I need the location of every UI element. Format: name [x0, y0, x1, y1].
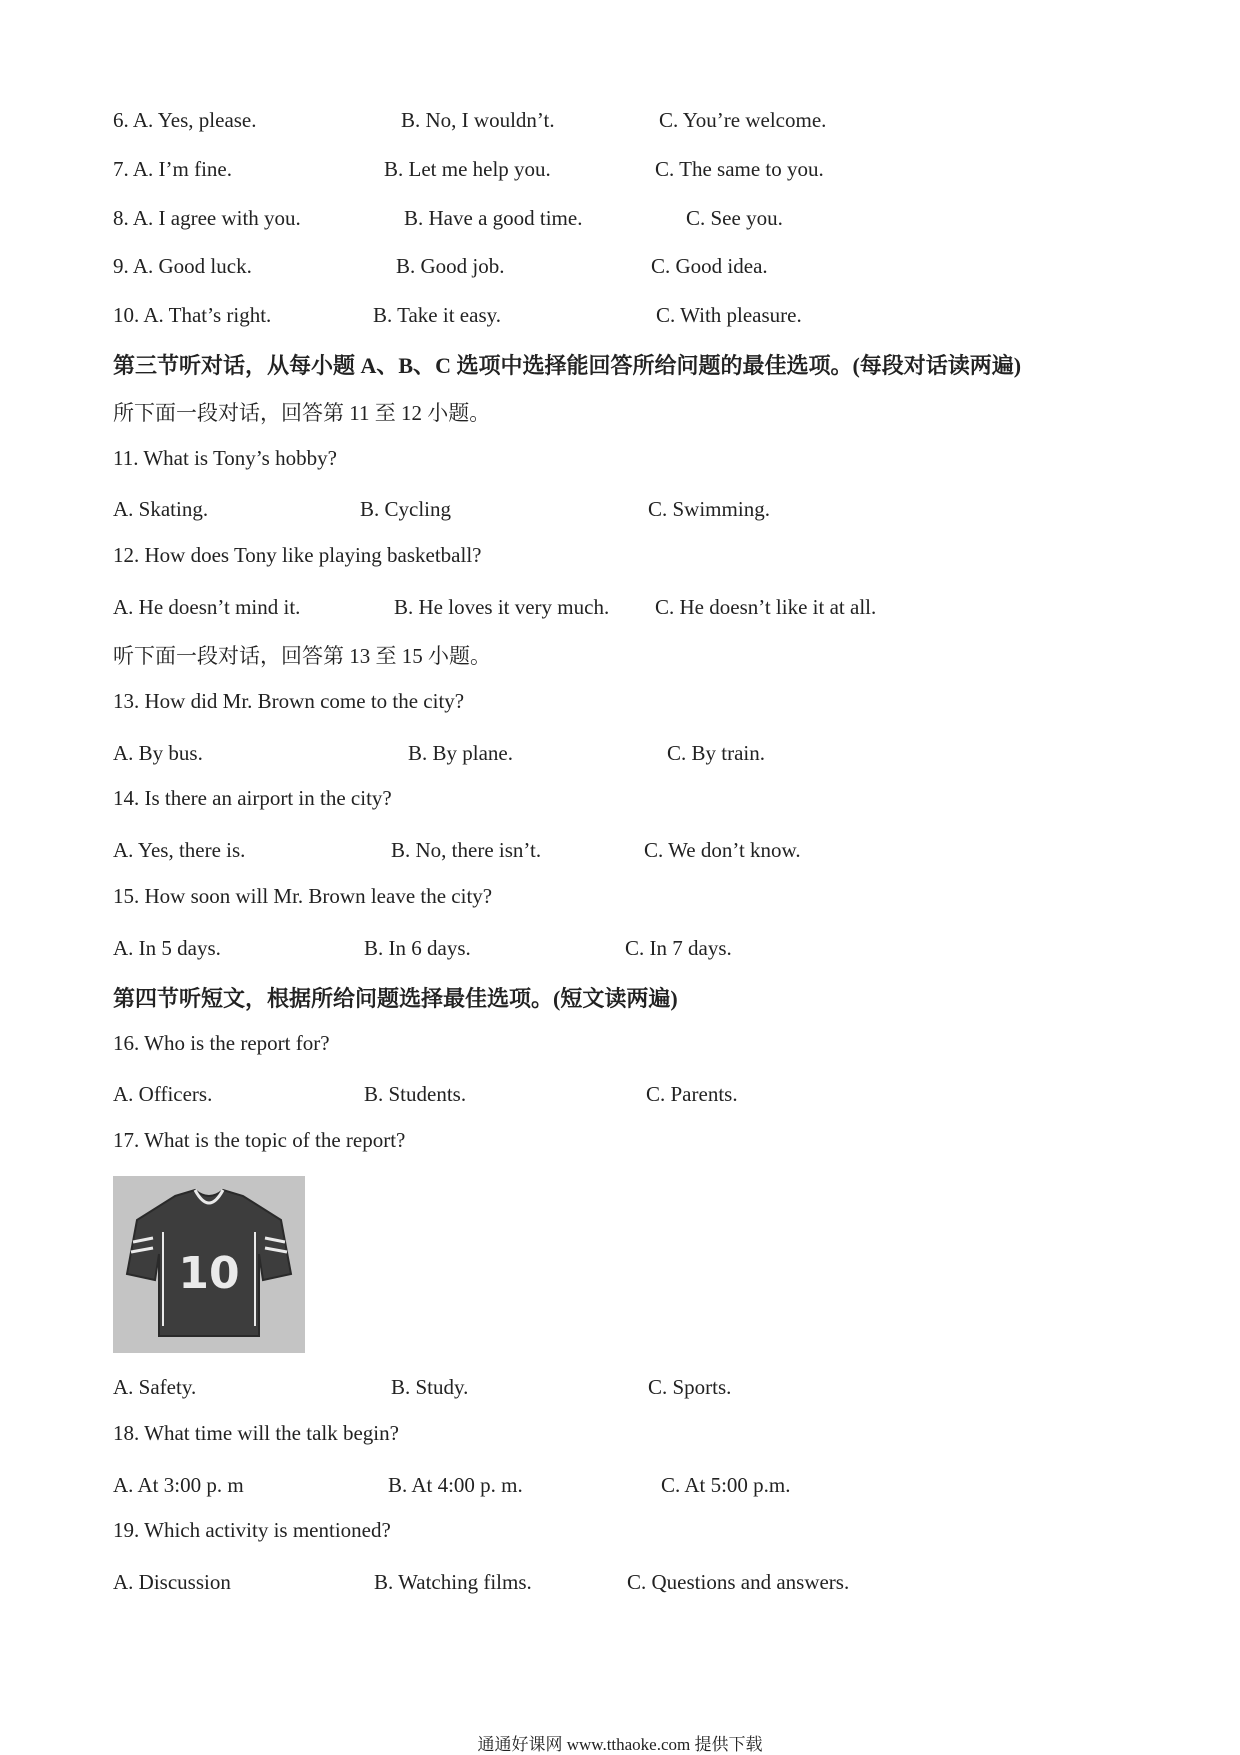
option-row-6: [0, 105, 1240, 135]
option-c: C. Swimming.: [648, 497, 770, 521]
question-13-options: [0, 738, 1240, 768]
question-17: 17. What is the topic of the report?: [113, 1128, 406, 1152]
option-b: B. He loves it very much.: [394, 595, 610, 619]
option-a: 7. A. I’m fine.: [113, 157, 232, 181]
question-14: 14. Is there an airport in the city?: [113, 786, 392, 810]
option-b: B. Take it easy.: [373, 303, 501, 327]
option-a: 8. A. I agree with you.: [113, 206, 301, 230]
question-17-options: [0, 1372, 1240, 1402]
option-row-7: [0, 154, 1240, 184]
option-a: 9. A. Good luck.: [113, 254, 252, 278]
section-3-heading: 第三节听对话，从每小题 A、B、C 选项中选择能回答所给问题的最佳选项。(每段对话读两遍): [113, 353, 1022, 378]
option-b: B. Study.: [391, 1375, 469, 1399]
option-c: C. The same to you.: [655, 157, 824, 181]
question-19: 19. Which activity is mentioned?: [113, 1518, 391, 1542]
question-19-options: [0, 1567, 1240, 1597]
option-a: A. Yes, there is.: [113, 838, 246, 862]
section-3-note-2: 听下面一段对话，回答第 13 至 15 小题。: [113, 644, 491, 668]
option-a: A. Skating.: [113, 497, 209, 521]
option-c: C. See you.: [686, 206, 783, 230]
option-a: A. By bus.: [113, 741, 203, 765]
option-c: C. Questions and answers.: [627, 1570, 850, 1594]
option-c: C. You’re welcome.: [659, 108, 827, 132]
option-c: C. Good idea.: [651, 254, 768, 278]
question-11: 11. What is Tony’s hobby?: [113, 446, 337, 470]
option-row-9: [0, 251, 1240, 281]
option-c: C. By train.: [667, 741, 765, 765]
option-a: A. Officers.: [113, 1082, 213, 1106]
option-row-10: [0, 300, 1240, 330]
option-b: B. Let me help you.: [384, 157, 551, 181]
option-b: B. Watching films.: [374, 1570, 532, 1594]
option-b: B. In 6 days.: [364, 936, 471, 960]
question-11-options: [0, 494, 1240, 524]
option-c: C. At 5:00 p.m.: [661, 1473, 791, 1497]
option-b: B. At 4:00 p. m.: [388, 1473, 523, 1497]
question-12: 12. How does Tony like playing basketball?: [113, 543, 482, 567]
option-b: B. No, I wouldn’t.: [401, 108, 555, 132]
option-c: C. We don’t know.: [644, 838, 801, 862]
option-a: A. Safety.: [113, 1375, 197, 1399]
question-16-options: [0, 1079, 1240, 1109]
question-14-options: [0, 835, 1240, 865]
option-c: C. He doesn’t like it at all.: [655, 595, 877, 619]
option-a: 10. A. That’s right.: [113, 303, 272, 327]
option-row-8: [0, 203, 1240, 233]
question-16: 16. Who is the report for?: [113, 1031, 330, 1055]
option-b: B. Students.: [364, 1082, 467, 1106]
option-a: A. At 3:00 p. m: [113, 1473, 244, 1497]
section-3-note-1: 所下面一段对话，回答第 11 至 12 小题。: [113, 401, 491, 425]
jersey-icon: [113, 1176, 305, 1353]
option-a: 6. A. Yes, please.: [113, 108, 257, 132]
option-b: B. By plane.: [408, 741, 513, 765]
jersey-image: [113, 1176, 305, 1353]
option-a: A. He doesn’t mind it.: [113, 595, 301, 619]
option-a: A. In 5 days.: [113, 936, 221, 960]
question-15-options: [0, 933, 1240, 963]
option-c: C. Sports.: [648, 1375, 732, 1399]
question-18-options: [0, 1470, 1240, 1500]
question-15: 15. How soon will Mr. Brown leave the city?: [113, 884, 493, 908]
option-b: B. Good job.: [396, 254, 505, 278]
jersey-number: 10: [178, 1248, 240, 1299]
option-c: C. Parents.: [646, 1082, 738, 1106]
question-12-options: [0, 592, 1240, 622]
question-18: 18. What time will the talk begin?: [113, 1421, 399, 1445]
option-b: B. No, there isn’t.: [391, 838, 542, 862]
question-13: 13. How did Mr. Brown come to the city?: [113, 689, 465, 713]
page-footer: 通通好课网 www.tthaoke.com 提供下载: [477, 1735, 763, 1754]
option-c: C. With pleasure.: [656, 303, 802, 327]
option-c: C. In 7 days.: [625, 936, 732, 960]
option-a: A. Discussion: [113, 1570, 231, 1594]
option-b: B. Have a good time.: [404, 206, 583, 230]
option-b: B. Cycling: [360, 497, 452, 521]
section-4-heading: 第四节听短文，根据所给问题选择最佳选项。(短文读两遍): [113, 986, 678, 1011]
